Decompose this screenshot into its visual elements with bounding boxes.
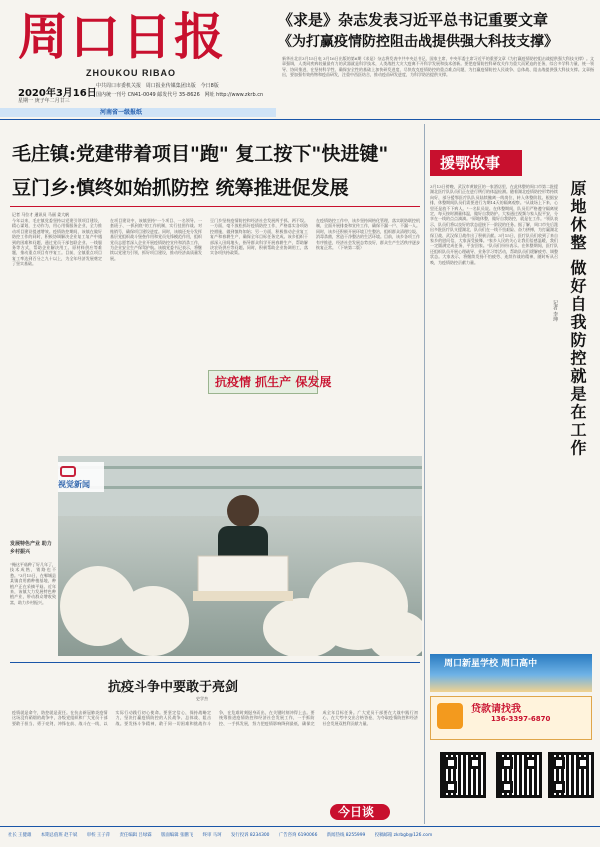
lead-headline-2: 豆门乡:慎终如始抓防控 统筹推进促发展 [12, 177, 349, 199]
sponsor-item: 中共周口市委机关报 [96, 83, 142, 89]
footer-credits [8, 831, 598, 841]
lead-text-col3: 豆门乡坚持疫情防控和经济社会发展两手抓、两不误。一方面，毫不放松抓好疫情防控工作，严格落实各项防控措施，做到慎终如始；另一方面，积极推动企业复工复产和春耕生产，确保全年目标任务完成。该乡组织干部深入田间地头，指导群众科学开展春耕生产，帮助解决农资供应等问题。同时，积极帮助企业协调用工，落实各项扶持政策。 [210, 218, 308, 256]
issue-date: 2020年3月16日 [18, 88, 97, 99]
commentary-byline: 史学杰 [196, 696, 208, 701]
column-section-title: 援鄂故事 [440, 154, 501, 172]
commentary-title: 抗疫斗争中要敢于亮剑 [108, 680, 239, 695]
column-section-header [430, 150, 522, 176]
footer-item: 版面编辑 张鹏飞 [161, 833, 194, 838]
column-divider [424, 124, 425, 824]
ad-loan-phone: 136-3397-6870 [491, 715, 551, 723]
today-talk-logo-text: 今日谈 [338, 805, 375, 819]
masthead [0, 0, 600, 118]
photo-divider [10, 662, 420, 663]
code-item: 网址 http://www.zkrb.cn [204, 92, 264, 98]
top-story-text: 新华社北京3月15日电 3月16日出版的第6期《求是》杂志将发表中共中央总书记、国家主席、中央军委主席习近平的重要文章《为打赢疫情防控阻击战提供强大科技支撑》。文章强调，人类同疾病较量最有力的武器就是科学技术，人类战胜大灾大疫离不开科学发展和技术创新。要把疫情防控科研攻关作为重大而紧迫的任务，综合多学科力量，统一领导、协同推进，在坚持科学性、确保安全性的基础上加快研发进度，尽快攻克疫情防控的重点难点问题，为打赢疫情防控人民战争、总体战、阻击战提供强大科技支撑。文章指出，要加强有效药物和疫苗研发，注重中西医结合，推动疫苗研发进度，为科学防治提供支撑。 [282, 56, 594, 78]
lead-banner [208, 370, 332, 394]
footer-item: 新闻热线 8255999 [326, 833, 366, 838]
lead-text-col2: 在项目建设中，该镇坚持"一个项目、一名领导、一套班子、一抓到底"的工作机制，实行挂图作战、对账销号，确保项目建设进度。同时，该镇还充分发挥基层党组织战斗堡垒作用和党员先锋模范作用，组织党员志愿者深入企业开展疫情防控宣传和消杀工作，为企业安全生产保驾护航。该镇党委书记表示，将继续以党建为引领，抓好项目建设，推动经济高质量发展。 [110, 218, 202, 261]
masthead-divider [0, 119, 600, 120]
honor-label: 河南省一级报纸 [100, 109, 143, 116]
column-byline: 记者 李坤 [552, 300, 558, 322]
column-text-main: 3月13日傍晚，武汉市黄陂区的一家酒店里，在此休整的周口市第二批援湖北医疗队队员们正在进行例行的体温检测。随着湖北疫情防控形势持续向好，部分援鄂医疗队队员陆续撤离一线岗位，转入休整阶段。根据安排，休整期间队员们需要进行为期14天的隔离观察。"从战场上下来，心里还是放不下病人。"一名队员说。在休整期间，队员们严格遵守隔离规定，每天按时测量体温，做好自我防护。大家通过视频与家人报平安，分享在一线的点点滴滴。"原地休整，做好自我防控，就是在工作。"领队表示，队员们将以良好的状态迎接下一阶段的任务。据了解，周口市先后派出多批医疗队支援湖北，队员们在一线不畏艰险、奋力拼搏，为打赢湖北保卫战、武汉保卫战作出了积极贡献。3月15日，医疗队员们收到了来自家乡的慰问信，大家深受鼓舞。"家乡人民的关心让我们倍感温暖，我们一定圆满完成任务，平安回家。"队员们纷纷表示。在休整期间，医疗队还组织队员开展心理疏导、业务学习等活动，帮助队员们缓解疲劳、调整状态。大家表示，将继续发扬不怕疲劳、连续作战的精神，随时听从召唤，为疫情防控贡献力量。 [430, 184, 558, 265]
lead-byline: 记者 马位才 通讯员 马丽 姜大帆 [12, 212, 70, 217]
lead-rule [10, 206, 420, 207]
mushroom-greenhouse-photo [58, 456, 422, 656]
masthead-pinyin: ZHOUKOU RIBAO [86, 68, 176, 78]
footer-item: 广告咨询 6190066 [278, 833, 318, 838]
masthead-logo: 周口日报 [18, 7, 226, 66]
footer-item: 责任编辑 吕绿霖 [119, 833, 152, 838]
qr-code-2 [496, 752, 542, 798]
sponsor-line [96, 82, 276, 100]
lead-headline-1: 毛庄镇:党建带着项目"跑" 复工按下"快进键" [12, 143, 389, 165]
commentary-text: 疫情就是命令，防控就是责任。在抗击新冠肺炎疫情这场没有硝烟的战争中，各级党组织和广大党员干部要敢于担当、勇于亮剑，冲锋在前、战斗在一线，以实际行动践行初心使命。要坚定信心，保持战略定力，坚决打赢疫情防控的人民战争、总体战、阻击战。要发扬斗争精神，敢于同一切困难和挑战作斗争，在危难时刻挺身而出，在关键时刻冲得上去。要统筹推进疫情防控和经济社会发展工作，一手抓防控、一手抓发展，努力把疫情影响降到最低，确保完成全年目标任务。广大党员干部要在大战中践行初心，在大考中交出合格答卷，为夺取疫情防控和经济社会发展双胜利贡献力量。 [12, 710, 418, 726]
qr-code-1 [440, 752, 486, 798]
footer-item: 审校 王子萍 [86, 833, 111, 838]
sponsor-item: 今日8版 [200, 83, 219, 89]
footer-item: 终审 马珂 [202, 833, 222, 838]
footer-item: 发行投诉 8234300 [230, 833, 270, 838]
camera-icon [60, 466, 76, 477]
footer-item: 社长 王健雄 [8, 833, 32, 838]
ad-loan [430, 696, 592, 740]
top-headline-2: 《为打赢疫情防控阻击战提供强大科技支撑》 [278, 34, 558, 50]
qr-code-3 [548, 752, 594, 798]
sponsor-item: 周口报业传媒集团出版 [145, 83, 196, 89]
lead-text-col1: 今年以来，毛庄镇党委坚持以党建引领项目建设，精心谋划，主动作为，用心用情服务企业，全力推动项目建设提速增效。疫情防控期间，该镇在做好防控工作的同时，积极协调解决企业复工复产中遇到的困难和问题，通过党员干部包联企业、一线服务等方式，帮助企业解决用工、原材料供应等难题，推动重点项目有序复工。目前，全镇重点项目复工率达到百分之九十以上，为全年经济发展奠定了坚实基础。 [12, 218, 102, 267]
photo-caption-title: 发展特色产业 助力乡村振兴 [10, 541, 52, 555]
ad-loan-title: 贷款请找我 [471, 704, 521, 715]
lead-banner-text: 抗疫情 抓生产 保发展 [215, 375, 332, 389]
footer-divider [0, 826, 600, 827]
photo-caption-box [10, 500, 56, 656]
lead-text-col4: 在疫情防控工作中，该乡坚持网格化管理，落实联防联控机制，全面开展排查和宣传工作，确保不漏一户、不漏一人。同时，该乡还积极开展环境卫生整治，组织群众清理垃圾、消毒杀菌，营造干净整洁的生活环境。目前，该乡各项工作有序推进，经济社会发展态势良好，群众生产生活秩序逐步恢复正常。（下转第二版） [316, 218, 420, 251]
column-vertical-title-text: 原地休整 做好自我防控就是在工作 [568, 180, 587, 458]
today-talk-logo [330, 800, 390, 824]
ad-school [430, 654, 592, 692]
photo-label-text: 视觉新闻 [58, 479, 90, 489]
photo-label [58, 462, 104, 492]
weekday-line: 星期一 庚子年二月廿三 [18, 98, 70, 104]
ad-school-title: 周口新星学校 周口高中 [444, 659, 538, 669]
news-photo [58, 456, 422, 656]
footer-item: 本期总值班 赵千斌 [40, 833, 78, 838]
ad-loan-icon [437, 703, 463, 729]
code-item: 国内统一刊号 CN41-0049 邮发代号 35-8626 [96, 92, 200, 98]
column-vertical-title [566, 180, 588, 480]
footer-item: 投稿邮箱 zkrbgb@126.com [374, 833, 433, 838]
top-headline-1: 《求是》杂志发表习近平总书记重要文章 [278, 11, 549, 29]
photo-caption-text: "俺这平菇种了好几年了，技术成熟，销路也不愁。"3月15日，在郸城县某镇食用菌种植基地，种植户正在采摘平菇。近年来，该镇大力发展特色种植产业，带动群众增收致富，助力乡村振兴。 [10, 562, 56, 605]
